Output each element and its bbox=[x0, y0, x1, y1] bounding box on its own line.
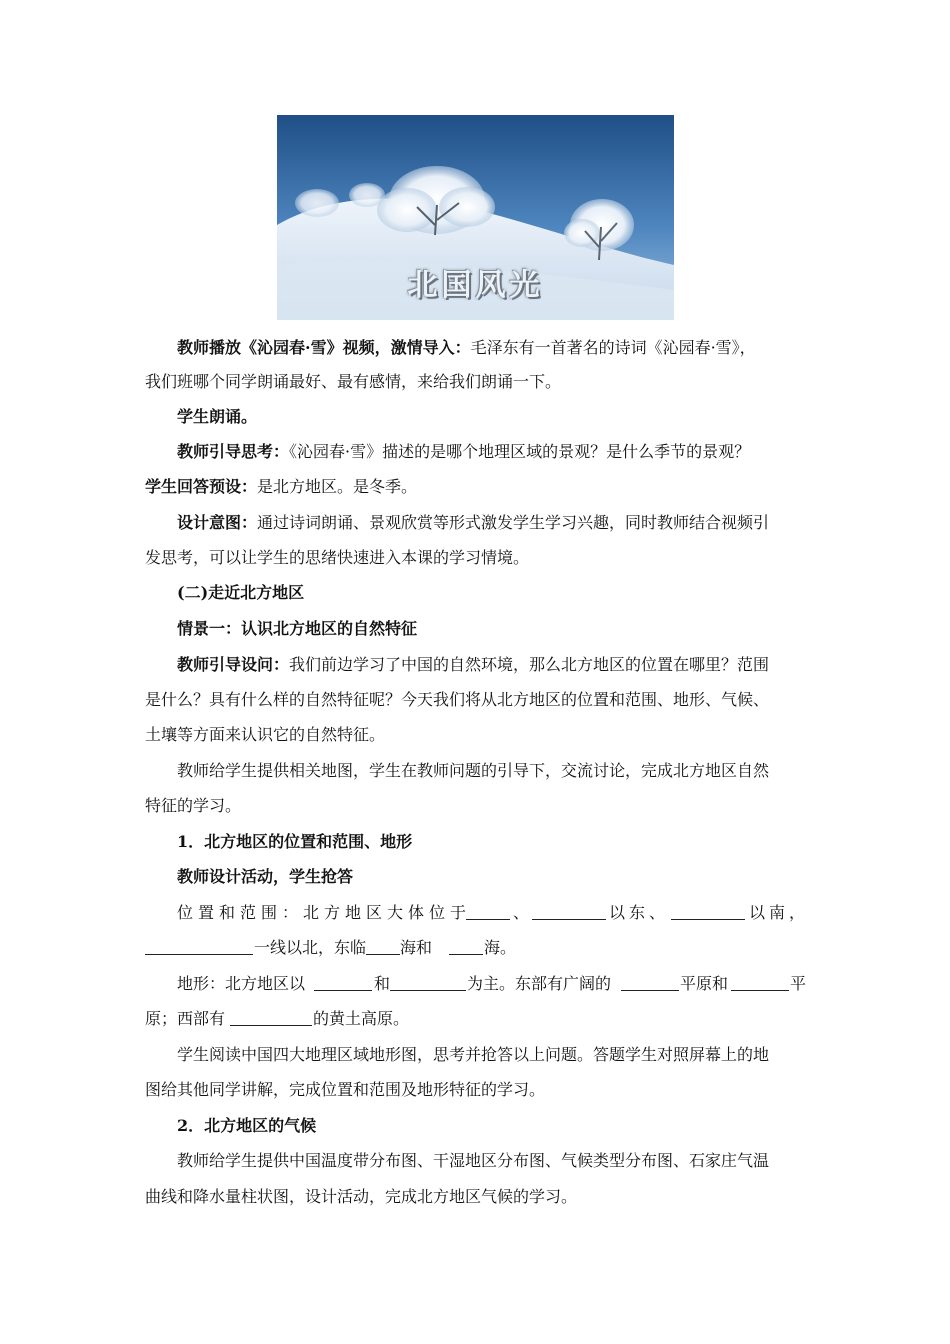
question-terrain-prefix: 地形：北方地区以 bbox=[177, 974, 306, 993]
activity-heading: 教师设计活动，学生抢答 bbox=[177, 867, 354, 886]
item-1-heading: 1．北方地区的位置和范围、地形 bbox=[177, 832, 413, 851]
question-terrain-plain: 平 bbox=[790, 974, 807, 993]
question-terrain-plateau: 的黄土高原。 bbox=[313, 1009, 410, 1028]
question-location-north: 一线以北，东临 bbox=[254, 938, 367, 957]
teacher-question-text-b: 是什么？具有什么样的自然特征呢？今天我们将从北方地区的位置和范围、地形、气候、 bbox=[145, 690, 770, 709]
blank-11[interactable] bbox=[230, 1011, 312, 1026]
map-discussion-text-a: 教师给学生提供相关地图，学生在教师问题的引导下，交流讨论，完成北方地区自然 bbox=[177, 761, 770, 780]
question-location-sep: 、 bbox=[513, 903, 530, 922]
student-answer-text: 是北方地区。是冬季。 bbox=[257, 477, 418, 496]
question-terrain-main: 为主。东部有广阔的 bbox=[467, 974, 612, 993]
question-location-east: 以东、 bbox=[609, 903, 670, 922]
question-location-sea: 海。 bbox=[484, 938, 517, 957]
design-intent-text-a: 通过诗词朗诵、景观欣赏等形式激发学生学习兴趣，同时教师结合视频引 bbox=[257, 513, 770, 532]
teacher-question-text-c: 土壤等方面来认识它的自然特征。 bbox=[145, 725, 386, 744]
terrain-reading-text-b: 图给其他同学讲解，完成位置和范围及地形特征的学习。 bbox=[145, 1080, 546, 1099]
question-terrain-plain-and: 平原和 bbox=[680, 974, 729, 993]
intro-label: 教师播放《沁园春·雪》视频，激情导入： bbox=[177, 338, 471, 357]
blank-1[interactable] bbox=[466, 905, 510, 920]
question-terrain-west: 原；西部有 bbox=[145, 1009, 226, 1028]
blank-4[interactable] bbox=[145, 940, 253, 955]
section-2-heading: (二)走近北方地区 bbox=[177, 583, 305, 602]
design-intent-text-b: 发思考，可以让学生的思绪快速进入本课的学习情境。 bbox=[145, 548, 530, 567]
intro-text-b: 我们班哪个同学朗诵最好、最有感情，来给我们朗诵一下。 bbox=[145, 372, 562, 391]
teacher-guide-label: 教师引导思考： bbox=[177, 442, 290, 461]
question-location-prefix: 位置和范围：北方地区大体位于 bbox=[177, 903, 472, 922]
banner-title: 北国风光 bbox=[407, 268, 544, 303]
blank-7[interactable] bbox=[314, 976, 372, 991]
item-2-heading: 2．北方地区的气候 bbox=[177, 1116, 317, 1135]
map-discussion-text-b: 特征的学习。 bbox=[145, 796, 242, 815]
blank-2[interactable] bbox=[532, 905, 606, 920]
design-intent-label: 设计意图： bbox=[177, 513, 258, 532]
student-answer-label: 学生回答预设： bbox=[145, 477, 258, 496]
scene-1-heading: 情景一：认识北方地区的自然特征 bbox=[177, 619, 418, 638]
teacher-question-label: 教师引导设问： bbox=[177, 655, 290, 674]
blank-6[interactable] bbox=[449, 940, 483, 955]
intro-text-a: 毛泽东有一首著名的诗词《沁园春·雪》， bbox=[470, 338, 756, 357]
climate-text-b: 曲线和降水量柱状图，设计活动，完成北方地区气候的学习。 bbox=[145, 1187, 578, 1206]
student-recite-label: 学生朗诵。 bbox=[177, 407, 258, 426]
question-terrain-and: 和 bbox=[374, 974, 391, 993]
blank-3[interactable] bbox=[671, 905, 745, 920]
snow-landscape-image bbox=[277, 115, 674, 320]
teacher-question-text-a: 我们前边学习了中国的自然环境，那么北方地区的位置在哪里？范围 bbox=[289, 655, 770, 674]
climate-text-a: 教师给学生提供中国温度带分布图、干湿地区分布图、气候类型分布图、石家庄气温 bbox=[177, 1151, 770, 1170]
question-location-sea-and: 海和 bbox=[400, 938, 433, 957]
question-location-south: 以南， bbox=[749, 903, 810, 922]
terrain-reading-text-a: 学生阅读中国四大地理区域地形图，思考并抢答以上问题。答题学生对照屏幕上的地 bbox=[177, 1045, 770, 1064]
blank-5[interactable] bbox=[366, 940, 400, 955]
blank-10[interactable] bbox=[731, 976, 789, 991]
teacher-guide-text: 《沁园春·雪》描述的是哪个地理区域的景观？是什么季节的景观？ bbox=[289, 442, 751, 461]
blank-8[interactable] bbox=[390, 976, 466, 991]
blank-9[interactable] bbox=[621, 976, 679, 991]
